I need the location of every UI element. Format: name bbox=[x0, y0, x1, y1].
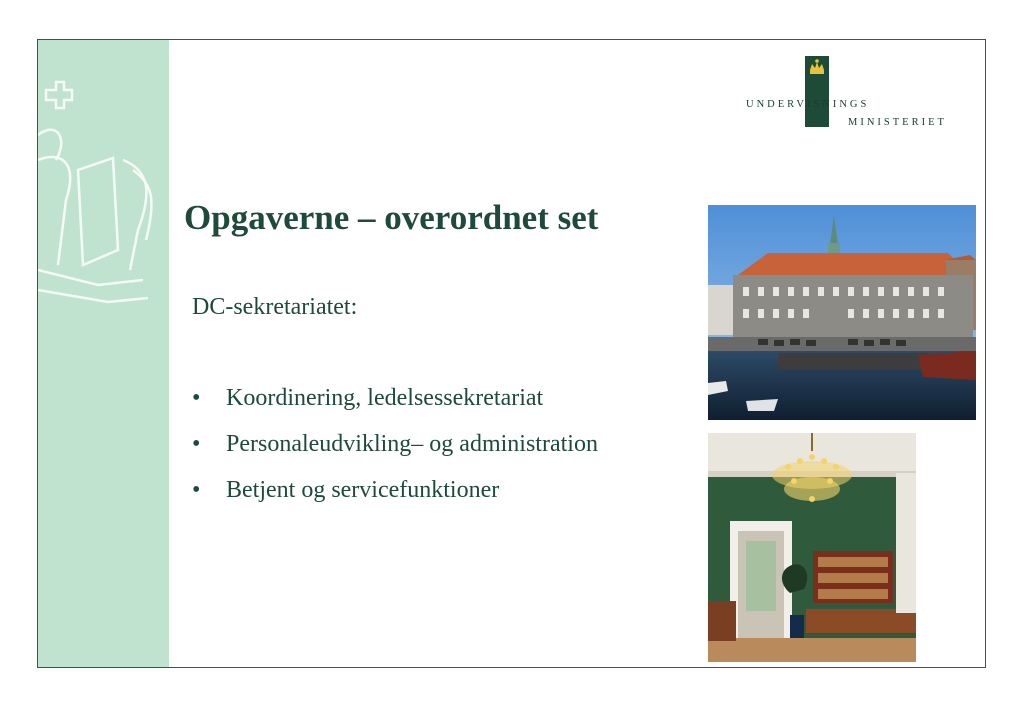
logo-text-line2: MINISTERIET bbox=[848, 117, 947, 128]
slide bbox=[37, 39, 986, 668]
bullet-text: Personaleudvikling– og administration bbox=[226, 431, 598, 457]
slide-subtitle: DC-sekretariatet: bbox=[192, 294, 358, 320]
bullet-text: Betjent og servicefunktioner bbox=[226, 477, 500, 503]
bullet-list bbox=[192, 382, 598, 520]
building-photo bbox=[708, 205, 976, 420]
bullet-item bbox=[192, 382, 598, 428]
side-band bbox=[38, 40, 169, 667]
ministry-logo bbox=[746, 56, 966, 136]
bullet-dot: • bbox=[192, 431, 201, 457]
bullet-item bbox=[192, 474, 598, 520]
bullet-text: Koordinering, ledelsessekretariat bbox=[226, 385, 544, 411]
bullet-dot: • bbox=[192, 477, 201, 503]
interior-photo bbox=[708, 433, 916, 662]
crown-logo-icon bbox=[805, 56, 829, 127]
bullet-dot: • bbox=[192, 385, 201, 411]
crown-watermark-icon bbox=[38, 40, 169, 668]
bullet-item bbox=[192, 428, 598, 474]
slide-title: Opgaverne – overordnet set bbox=[184, 198, 599, 237]
logo-text-line1: UNDERVISNINGS bbox=[746, 99, 870, 110]
